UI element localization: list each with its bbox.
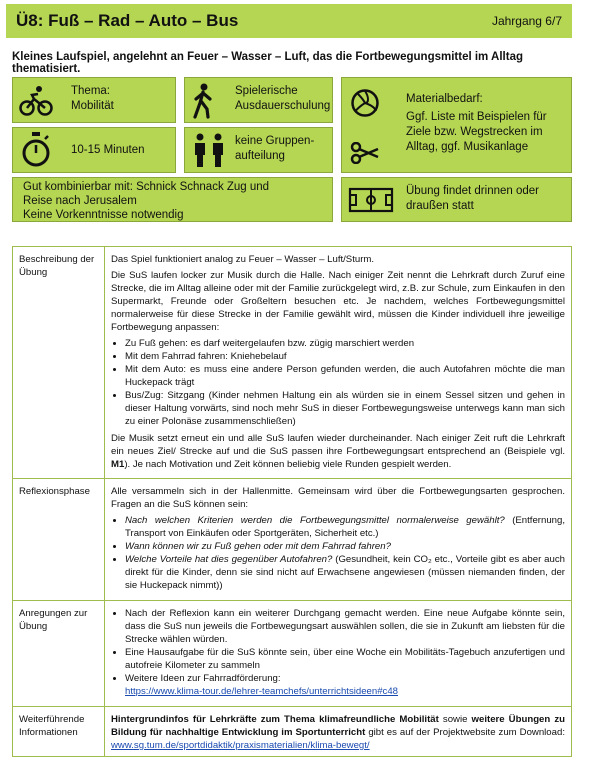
bicycle-icon (19, 85, 53, 117)
question-text: Wann können wir zu Fuß gehen oder mit dem Fahrrad fahren? (125, 541, 391, 552)
thema-label: Thema: Mobilität (71, 85, 114, 112)
anregungen-list (111, 607, 565, 698)
sports-field-icon (348, 187, 394, 213)
material-text: Ggf. Liste mit Beispielen für Ziele bzw. Wegstrecken im Alltag, ggf. Musikanlage (406, 111, 547, 153)
weiter-paragraph (111, 713, 565, 752)
info-box-gruppen (184, 127, 333, 173)
reflexion-label: Reflexionsphase (13, 479, 105, 601)
beschreibung-content (105, 247, 572, 479)
combo-line-3: Keine Vorkenntnisse notwendig (23, 209, 184, 221)
question-text: Welche Vorteile hat dies gegenüber Autofahren? (125, 554, 333, 565)
walking-person-icon (191, 83, 215, 119)
info-box-material (341, 77, 572, 173)
table-row-weiter (13, 707, 572, 757)
info-box-dauer (12, 127, 176, 173)
table-row-anregungen (13, 601, 572, 707)
info-box-thema (12, 77, 176, 123)
stopwatch-icon (21, 132, 51, 168)
answer-text: (Entfernung, Transport von Einkäufen oder Sportgeräten, Sicherheit etc.) (125, 515, 565, 539)
anregungen-label: Anregungen zur Übung (13, 601, 105, 707)
question-text: Nach welchen Kriterien werden die Fortbewegungsmittel normalerweise gewählt? (125, 515, 505, 526)
exercise-table (12, 246, 572, 757)
beschreibung-p3 (111, 432, 565, 471)
intro-text: Kleines Laufspiel, angelehnt an Feuer – Wasser – Luft, das die Fortbewegungsmittel im Alltag thematisiert. (12, 51, 523, 75)
ort-label: Übung findet drinnen oder draußen statt (406, 185, 539, 212)
title-bar (6, 4, 572, 38)
reflexion-list (111, 514, 565, 592)
beschreibung-label: Beschreibung der Übung (13, 247, 105, 479)
grade-label: Jahrgang 6/7 (491, 14, 562, 28)
m1-reference: M1 (111, 459, 125, 470)
list-item (125, 672, 565, 698)
list-item: • Zu Fuß gehen: es darf weitergelaufen bzw. zügig marschiert werden (125, 337, 565, 350)
info-box-combo (12, 177, 333, 222)
people-icon (191, 133, 227, 169)
list-item (125, 553, 565, 592)
list-item: • Bus/Zug: Sitzgang (Kinder nehmen Haltung ein als würden sie in einem Sessel sitzen und gehen in dieser Haltung vorwärts, sind noch mehr SuS in dieser Fortbewegungsweise unterwegs kann man sich zu einer Polonäse zusammenschließen) (125, 389, 565, 428)
weiter-text-2: gibt es auf der Projektwebsite zum Download: (365, 727, 565, 738)
beschreibung-p2: Die SuS laufen locker zur Musik durch die Halle. Nach einiger Zeit nennt die Lehrkraft durch Zuruf eine Strecke, die im Alltag alleine oder mit der Familie zurückgelegt wird, z.B. zur Schule, zum Einkaufen in den Supermarkt, Freunde oder Großeltern besuchen etc. Je nachdem, welches Fortbewegungsmittel normalerweise für diese Strecke in der Familie gewählt wird, müssen die Kinder individuell ihre jeweilige Fortbewegung anpassen: (111, 270, 565, 333)
list-item: • Mit dem Auto: es muss eine andere Person gefunden werden, die auch Autofahren möchte die man Huckepack trägt (125, 363, 565, 389)
volleyball-icon (350, 88, 380, 118)
table-row-reflexion (13, 479, 572, 601)
anregungen-content (105, 601, 572, 707)
table-row-beschreibung (13, 247, 572, 479)
weiter-bold-1: Hintergrundinfos für Lehrkräfte zum Thema klimafreundliche Mobilität (111, 714, 439, 725)
klima-tour-link[interactable]: https://www.klima-tour.de/lehrer-teamchefs/unterrichtsideen#c48 (125, 686, 399, 697)
list-item: • Mit dem Fahrrad fahren: Kniehebelauf (125, 350, 565, 363)
reflexion-p1: Alle versammeln sich in der Hallenmitte. Gemeinsam wird über die Fortbewegungsarten gesprochen. Fragen an die SuS können sein: (111, 486, 565, 510)
scissors-icon (350, 142, 380, 164)
fahrrad-text: Weitere Ideen zur Fahrradförderung: (125, 673, 281, 684)
weiter-text-1: sowie (438, 714, 472, 725)
reflexion-content (105, 479, 572, 601)
answer-text: (Gesundheit, kein CO₂ etc., Vorteile gibt es aber auch direkt für die Kinder, denn sie sind nicht auf Erwachsene angewiesen (müssen niemanden finden, der sie Huckepack nimmt)) (125, 554, 565, 591)
gruppen-label: keine Gruppen- aufteilung (235, 135, 315, 162)
combo-line-2: Reise nach Jerusalem (23, 195, 137, 207)
list-item: • Nach der Reflexion kann ein weiterer Durchgang gemacht werden. Eine neue Aufgabe könnte sein, dass die SuS nun jeweils die Fortbewegungsart auswählen sollen, die sie in Zukunft am liebsten für die Strecke wählen würden. (125, 607, 565, 646)
beschreibung-p1: Das Spiel funktioniert analog zu Feuer – Wasser – Luft/Sturm. (111, 254, 375, 265)
beschreibung-p3a: Die Musik setzt erneut ein und alle SuS laufen wieder durcheinander. Nach einiger Zeit ruft die Lehrkraft ein neues Ziel/ Strecke auf und die SuS passen ihre Fortbewegungsart entsprechend an (Beispiele vgl. (111, 433, 565, 457)
weiter-content (105, 707, 572, 757)
ausdauer-label: Spielerische Ausdauerschulung (235, 85, 331, 112)
dauer-label: 10-15 Minuten (71, 144, 145, 156)
combo-line-1: Gut kombinierbar mit: Schnick Schnack Zug und (23, 181, 270, 193)
weiter-bold-2: weitere Übungen zu Bildung für nachhaltige Entwicklung im Sportunterricht (111, 714, 565, 738)
weiter-label: Weiterführende Informationen (13, 707, 105, 757)
tum-link[interactable]: www.sg.tum.de/sportdidaktik/praxismaterialien/klima-bewegt/ (111, 740, 370, 751)
beschreibung-list (111, 337, 565, 428)
info-box-ausdauer (184, 77, 333, 123)
beschreibung-p3c: ). Je nach Motivation und Zeit können beliebig viele Runden gespielt werden. (124, 459, 452, 470)
info-box-ort (341, 177, 572, 222)
list-item (125, 540, 565, 553)
list-item: • Eine Hausaufgabe für die SuS könnte sein, über eine Woche ein Mobilitäts-Tagebuch anzufertigen und autofreie Kilometer zu sammeln (125, 646, 565, 672)
page-title: Ü8: Fuß – Rad – Auto – Bus (16, 11, 239, 30)
list-item (125, 514, 565, 540)
material-title: Materialbedarf: (406, 93, 483, 105)
